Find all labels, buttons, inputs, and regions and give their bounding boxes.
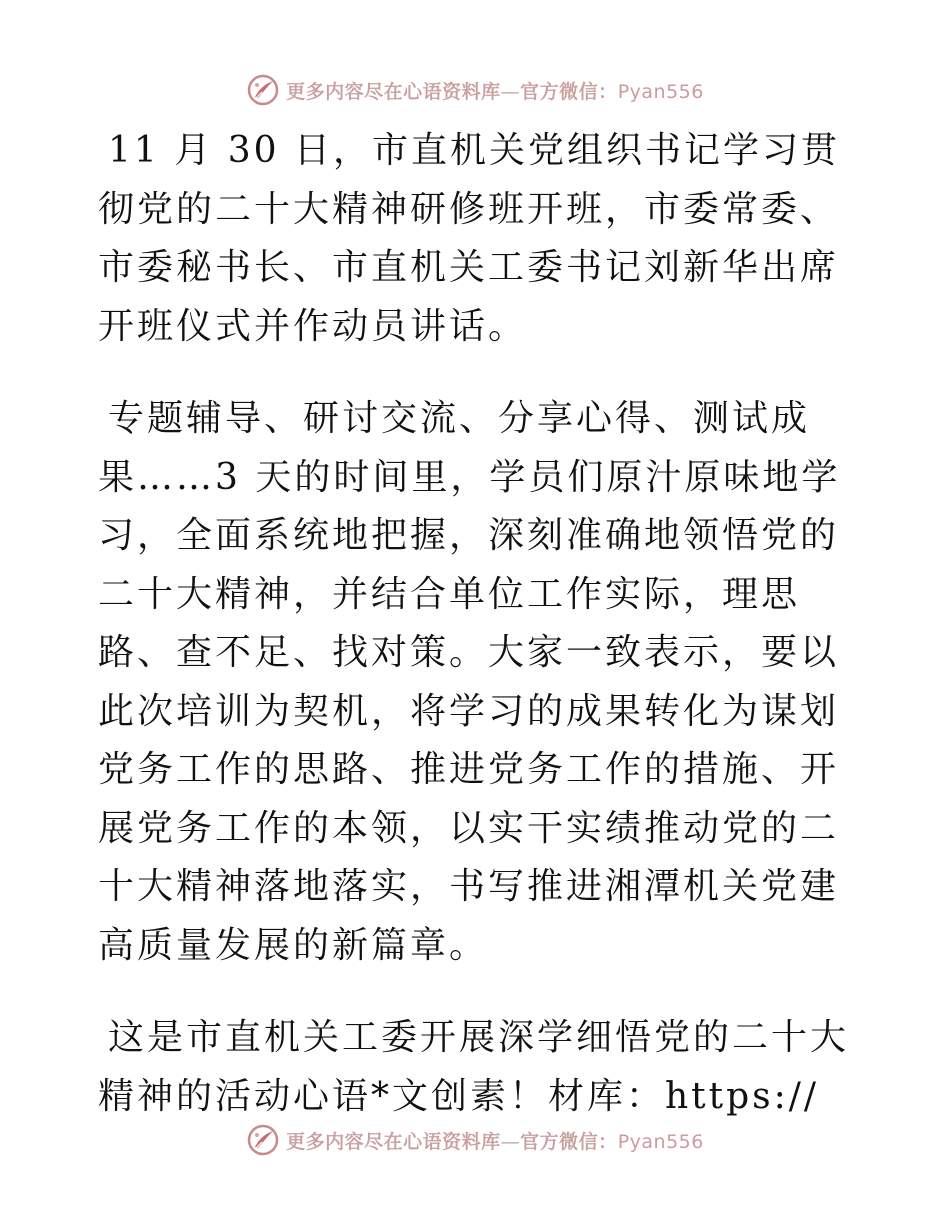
watermark-brand: 更多内容尽在心语资料库 [286, 1130, 501, 1153]
watermark-wechat-label: 官方微信： [520, 80, 618, 103]
paragraph-opening: 11 月 30 日，市直机关党组织书记学习贯彻党的二十大精神研修班开班，市委常委、市委秘书长、市直机关工委书记刘新华出席开班仪式并作动员讲话。 [98, 130, 840, 347]
quill-seal-icon [246, 73, 280, 107]
footer-watermark [0, 1120, 950, 1160]
watermark-wechat-label: 官方微信： [520, 1130, 618, 1153]
watermark-account: Pyan556 [617, 80, 704, 103]
paragraph-training-results: 专题辅导、研讨交流、分享心得、测试成果……3 天的时间里，学员们原汁原味地学习，全面系统地把握，深刻准确地领悟党的二十大精神，并结合单位工作实际，理思路、查不足、找对策。大家一致表示，要以此次培训为契机，将学习的成果转化为谋划党务工作的思路、推进党务工作的措施、开展党务工作的本领，以实干实绩推动党的二十大精神落地落实，书写推进湘潭机关党建高质量发展的新篇章。 [98, 398, 841, 966]
watermark-separator: — [500, 80, 521, 103]
header-watermark [0, 70, 950, 110]
paragraph-closing: 这是市直机关工委开展深学细悟党的二十大精神的活动心语*文创素！材库：https:// [98, 1017, 850, 1117]
watermark-separator: — [500, 1130, 521, 1153]
watermark-brand: 更多内容尽在心语资料库 [286, 80, 501, 103]
watermark-text [286, 1127, 704, 1154]
watermark-account: Pyan556 [617, 1130, 704, 1153]
watermark-text [286, 77, 704, 104]
document-body [98, 122, 858, 1160]
quill-seal-icon [246, 1123, 280, 1157]
